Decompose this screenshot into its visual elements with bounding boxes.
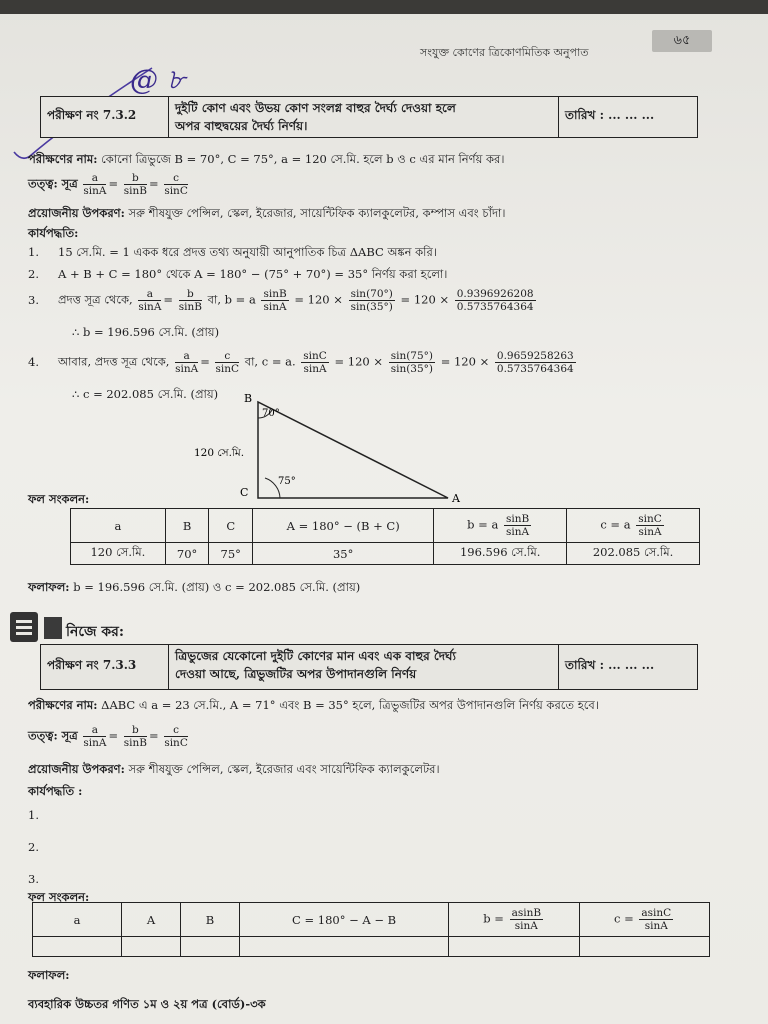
theory-label: তত্ত্ব: সূত্র [28, 176, 78, 191]
experiment-header-7-3-2 [40, 96, 698, 138]
step-3: 3. প্রদত্ত সূত্র থেকে, $\frac{a}{\sin A}$ = $\frac{b}{\sin B}$ বা, b = a $\frac{\sin B}{\sin A}$ = 120 × $\frac{\sin(70^\circ)}{\sin(35^\circ)}$ = 120 × $\frac{0.9396926208}{0.5735764364}$ [28, 288, 534, 313]
experiment-title [169, 97, 559, 137]
step-2: 2. A + B + C = 180° থেকে A = 180° − (75° + 70°) = 35° নির্ণয় করা হলো। [28, 267, 448, 281]
handwritten-annotation: @ ৮ [130, 63, 186, 96]
table-header: A [122, 903, 181, 937]
experiment-id: পরীক্ষণ নং 7.3.2 [41, 97, 169, 137]
section-marker [44, 617, 62, 639]
experiment-header-7-3-3 [40, 644, 698, 690]
result-table-7-3-3 [32, 902, 710, 957]
vertex-a-label: A [452, 492, 460, 505]
procedure-label: কার্যপদ্ধতি : [28, 784, 83, 798]
page-top-edge [0, 0, 768, 14]
table-header: a [71, 509, 166, 543]
table-header: a [33, 903, 122, 937]
conclusion-label: ফলাফল: [28, 968, 70, 982]
running-head: সংযুক্ত কোণের ত্রিকোণমিতিক অনুপাত [420, 46, 589, 59]
table-header: C = 180° − A − B [240, 903, 449, 937]
do-yourself-title: নিজে কর: [66, 624, 125, 640]
vertex-c-label: C [240, 486, 249, 499]
experiment-name: পরীক্ষণের নাম: ΔABC এ a = 23 সে.মি., A = 71° এবং B = 35° হলে, ত্রিভুজটির অপর উপাদানগুলি নির্ণয় করতে হবে। [28, 698, 599, 712]
experiment-date: তারিখ : ... ... ... [565, 108, 655, 122]
step-4-result: ∴ c = 202.085 সে.মি. (প্রায়) [72, 387, 219, 401]
table-cell [181, 937, 240, 957]
table-header: B [181, 903, 240, 937]
table-cell [122, 937, 181, 957]
tools-line: প্রয়োজনীয় উপকরণ: সরু শীষযুক্ত পেন্সিল, স্কেল, ইরেজার, সায়েন্টিফিক ক্যালকুলেটর, কম্পাস এবং চাঁদা। [28, 206, 506, 220]
experiment-title-line1: দুইটি কোণ এবং উভয় কোণ সংলগ্ন বাহুর দৈর্ঘ্য দেওয়া হলে [175, 101, 456, 115]
table-cell: 120 সে.মি. [71, 543, 166, 565]
blank-step: 3. [28, 872, 39, 886]
table-cell: 75° [209, 543, 253, 565]
table-cell [580, 937, 710, 957]
procedure-label: কার্যপদ্ধতি: [28, 226, 79, 240]
formula-fraction: $\frac{a}{\sin A}$ [83, 172, 107, 197]
result-table-7-3-2 [70, 508, 700, 565]
page-footer: ব্যবহারিক উচ্চতর গণিত ১ম ও ২য় পত্র (বোর্ড)-৩ক [28, 997, 266, 1011]
table-header: B [165, 509, 209, 543]
table-header: c = a $\frac{\sin C}{\sin A}$ [567, 509, 700, 543]
name-text: কোনো ত্রিভুজে B = 70°, C = 75°, a = 120 সে.মি. হলে b ও c এর মান নির্ণয় কর। [101, 152, 505, 166]
table-cell: 196.596 সে.মি. [434, 543, 567, 565]
theory-line: তত্ত্ব: সূত্র $\frac{a}{\sin A}$ = $\frac{b}{\sin B}$ = $\frac{c}{\sin C}$ [28, 724, 188, 749]
table-header: b = $\frac{asinB}{\sin A}$ [449, 903, 580, 937]
blank-step: 2. [28, 840, 39, 854]
name-label: পরীক্ষণের নাম: [28, 152, 98, 166]
table-cell: 202.085 সে.মি. [567, 543, 700, 565]
angle-b-value: 70° [262, 408, 280, 419]
experiment-title-line2: অপর বাহুদ্বয়ের দৈর্ঘ্য নির্ণয়। [175, 119, 308, 133]
experiment-name [28, 150, 505, 168]
formula-fraction: $\frac{b}{\sin B}$ [123, 172, 148, 197]
table-cell [449, 937, 580, 957]
theory-line: তত্ত্ব: সূত্র $\frac{a}{\sin A}$ = $\frac{b}{\sin B}$ = $\frac{c}{\sin C}$ [28, 172, 188, 197]
blank-step: 1. [28, 808, 39, 822]
table-header: C [209, 509, 253, 543]
conclusion-line: ফলাফল: b = 196.596 সে.মি. (প্রায়) ও c = 202.085 সে.মি. (প্রায়) [28, 580, 361, 594]
angle-c-value: 75° [278, 476, 296, 487]
table-cell: 35° [253, 543, 434, 565]
table-cell [240, 937, 449, 957]
result-table-label: ফল সংকলন: [28, 492, 90, 506]
table-cell: 70° [165, 543, 209, 565]
table-header: b = a $\frac{\sin B}{\sin A}$ [434, 509, 567, 543]
step-1: 1. 15 সে.মি. = 1 একক ধরে প্রদত্ত তথ্য অনুযায়ী আনুপাতিক চিত্র ΔABC অঙ্কন করি। [28, 245, 437, 259]
page-number: ৬৫ [652, 30, 712, 52]
formula-fraction: $\frac{c}{\sin C}$ [164, 172, 188, 197]
side-a-length: 120 সে.মি. [194, 447, 245, 459]
table-header: A = 180° − (B + C) [253, 509, 434, 543]
triangle-diagram [190, 388, 480, 508]
vertex-b-label: B [244, 392, 253, 405]
step-3-result: ∴ b = 196.596 সে.মি. (প্রায়) [72, 325, 220, 339]
experiment-id: পরীক্ষণ নং 7.3.3 [41, 645, 169, 689]
table-cell [33, 937, 122, 957]
step-4: 4. আবার, প্রদত্ত সূত্র থেকে, $\frac{a}{\sin A}$ = $\frac{c}{\sin C}$ বা, c = a. $\frac{\sin C}{\sin A}$ = 120 × $\frac{\sin(75^\circ)}{\sin(35^\circ)}$ = 120 × $\frac{0.9659258263}{0.5735764364}$ [28, 350, 574, 375]
table-header: c = $\frac{asinC}{\sin A}$ [580, 903, 710, 937]
experiment-date: তারিখ : ... ... ... [565, 658, 655, 672]
result-table-label: ফল সংকলন: [28, 890, 90, 904]
tools-line: প্রয়োজনীয় উপকরণ: সরু শীষযুক্ত পেন্সিল, স্কেল, ইরেজার এবং সায়েন্টিফিক ক্যালকুলেটর। [28, 762, 440, 776]
do-yourself-icon [10, 612, 38, 642]
experiment-title: ত্রিভুজের যেকোনো দুইটি কোণের মান এবং এক বাহুর দৈর্ঘ্য দেওয়া আছে, ত্রিভুজটির অপর উপাদানগুলি নির্ণয় [169, 645, 559, 689]
